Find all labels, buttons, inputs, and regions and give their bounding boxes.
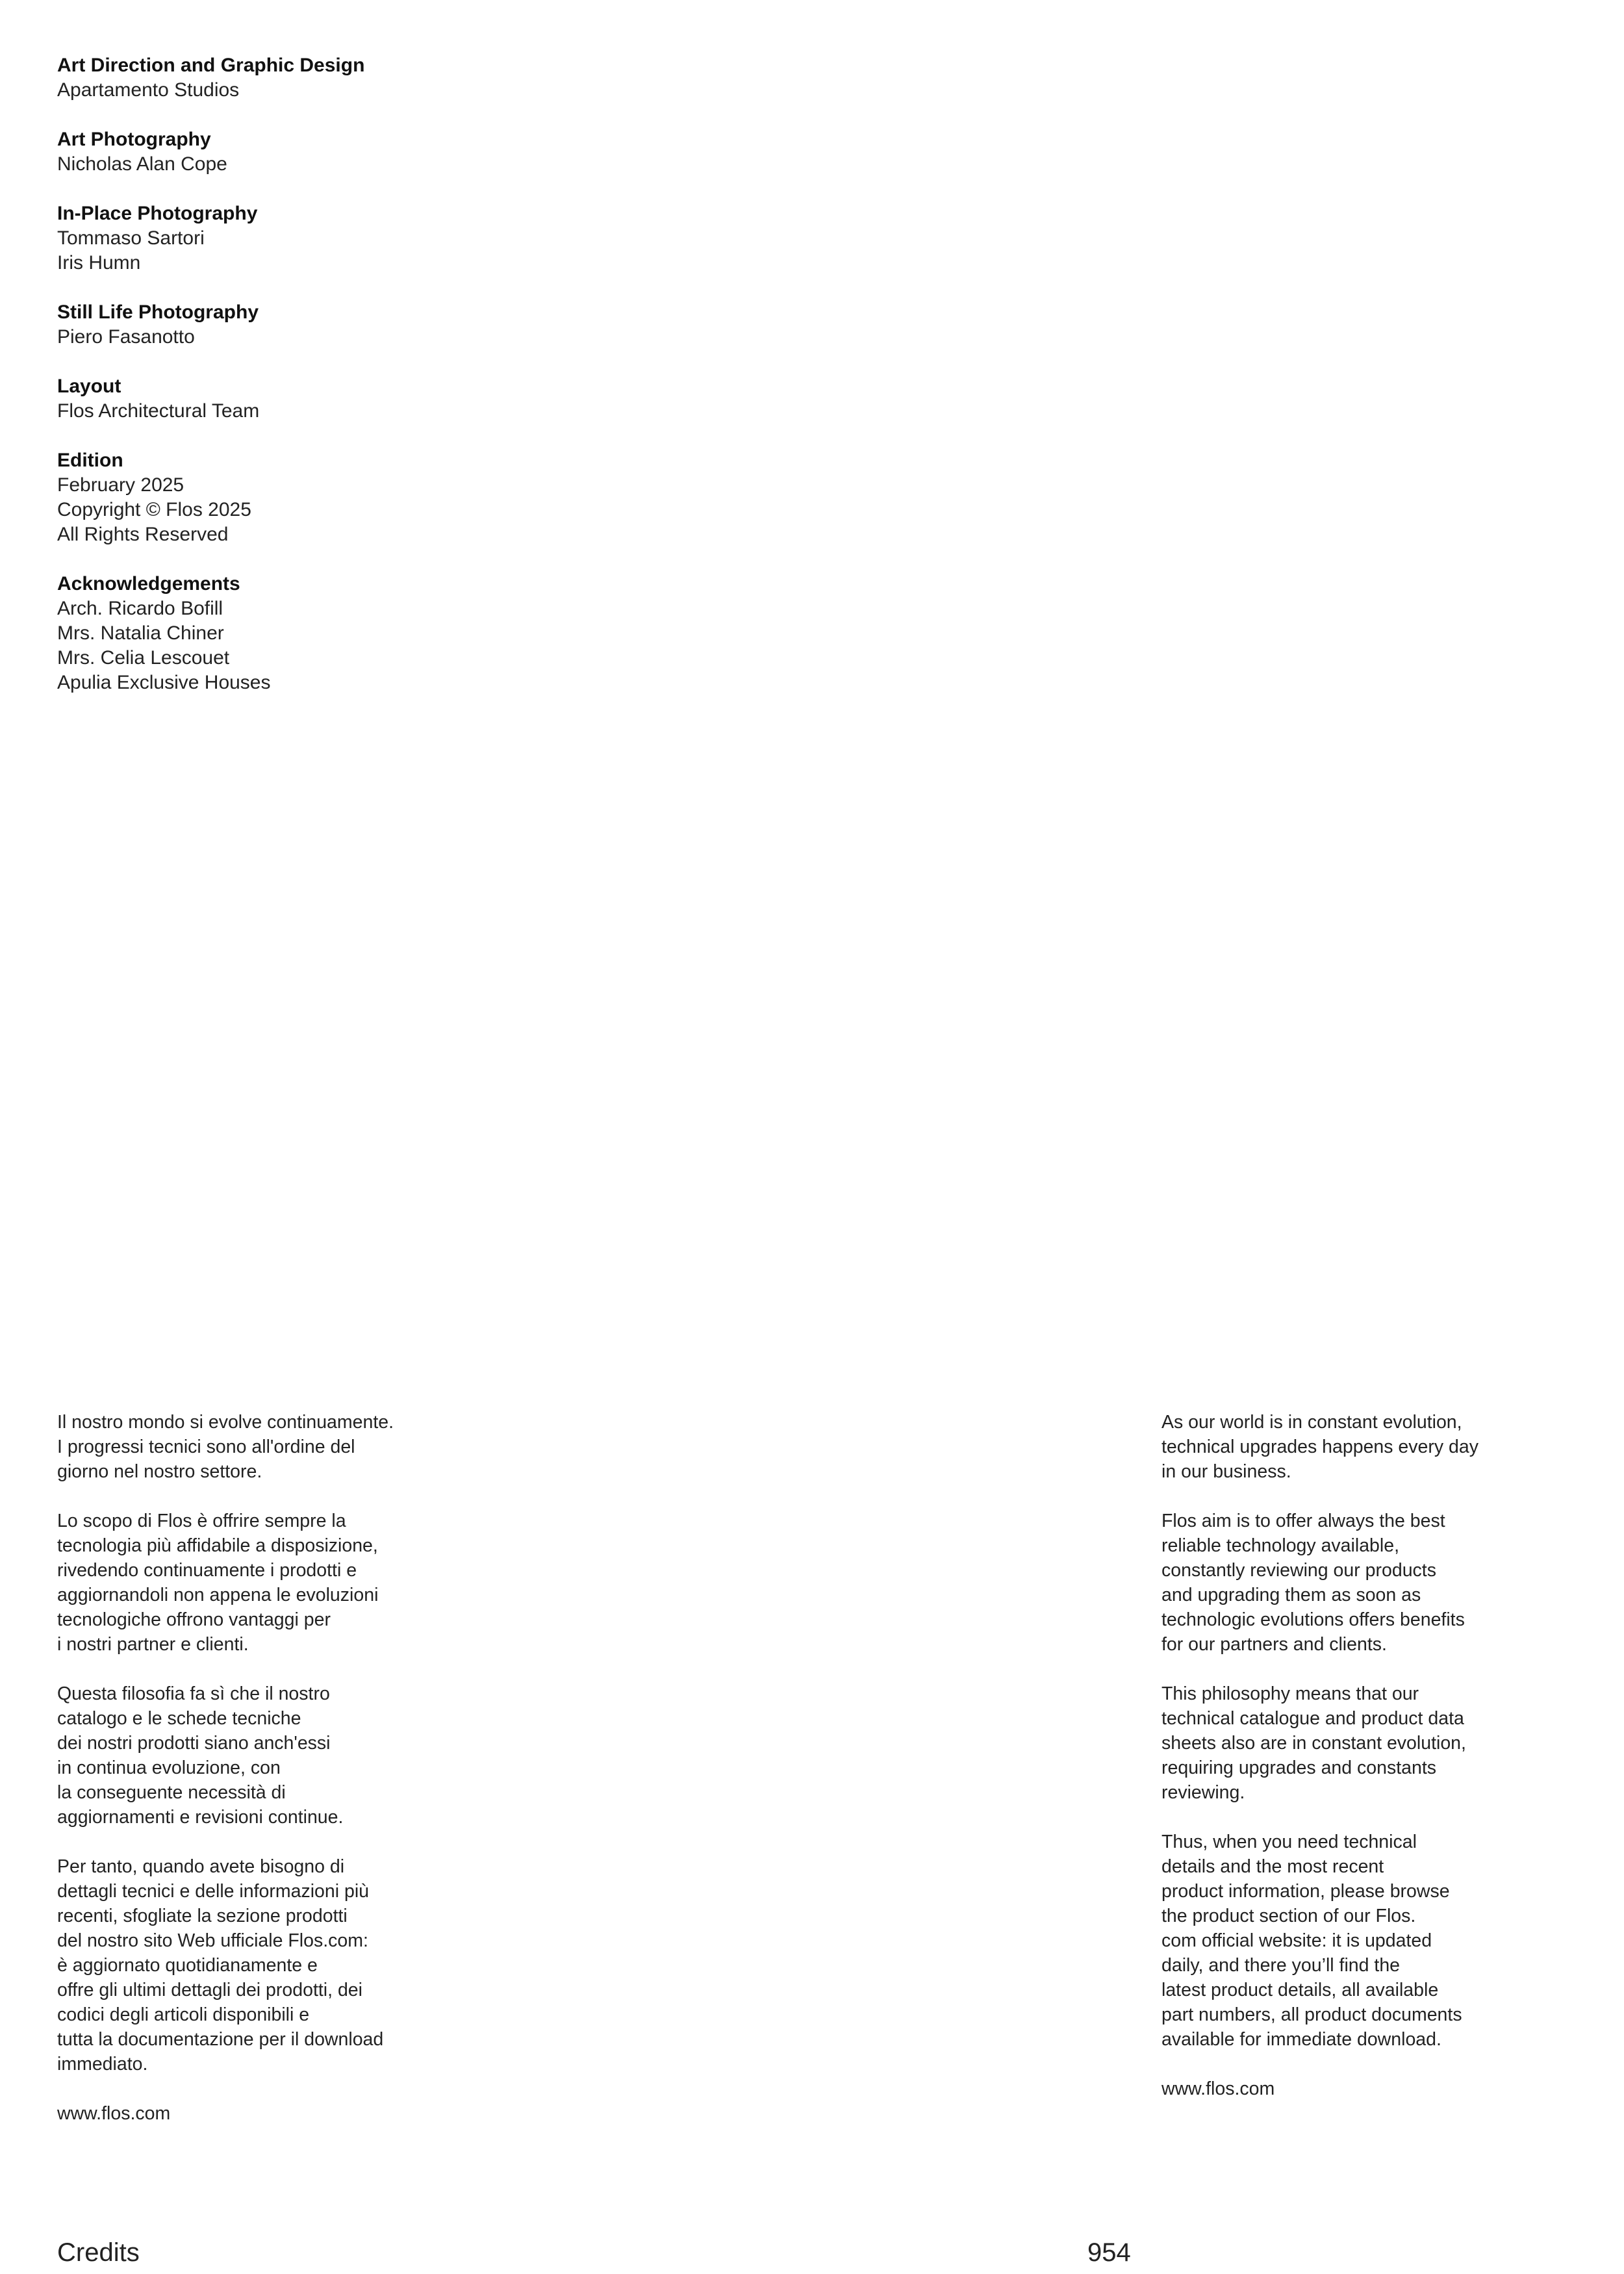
- text-line: constantly reviewing our products: [1161, 1560, 1436, 1581]
- credit-group-still-life-photography: [57, 300, 642, 350]
- text-line: com official website: it is updated: [1161, 1930, 1432, 1951]
- notice-paragraph: [57, 1410, 460, 1484]
- text-line: catalogo e le schede tecniche: [57, 1708, 301, 1729]
- credit-heading: Art Photography: [57, 129, 211, 150]
- notice-paragraph: [1161, 1509, 1564, 1657]
- notice-paragraph: [57, 1854, 460, 2076]
- text-line: immediato.: [57, 2054, 148, 2075]
- text-line: available for immediate download.: [1161, 2029, 1441, 2050]
- credit-heading: Art Direction and Graphic Design: [57, 55, 365, 76]
- text-line: technical upgrades happens every day: [1161, 1437, 1478, 1457]
- credit-group-edition: [57, 448, 642, 547]
- credit-heading: Still Life Photography: [57, 301, 259, 323]
- text-line: Flos aim is to offer always the best: [1161, 1511, 1445, 1531]
- text-line: è aggiornato quotidianamente e: [57, 1955, 318, 1976]
- credit-heading: Layout: [57, 376, 121, 397]
- notice-paragraph: [1161, 1681, 1564, 1805]
- credit-line: Copyright © Flos 2025: [57, 499, 251, 520]
- text-line: Il nostro mondo si evolve continuamente.: [57, 1412, 394, 1433]
- text-line: dettagli tecnici e delle informazioni più: [57, 1881, 370, 1902]
- text-line: reviewing.: [1161, 1782, 1245, 1803]
- text-line: daily, and there you’ll find the: [1161, 1955, 1401, 1976]
- text-line: sheets also are in constant evolution,: [1161, 1733, 1466, 1754]
- text-line: This philosophy means that our: [1161, 1683, 1419, 1704]
- text-line: details and the most recent: [1161, 1856, 1384, 1877]
- notice-paragraph: [57, 2101, 460, 2126]
- credit-line: Mrs. Natalia Chiner: [57, 622, 224, 644]
- text-line: recenti, sfogliate la sezione prodotti: [57, 1906, 348, 1926]
- credit-line: Apartamento Studios: [57, 79, 240, 101]
- credits-list: [57, 53, 642, 720]
- text-line: aggiornamenti e revisioni continue.: [57, 1807, 344, 1828]
- text-line: Per tanto, quando avete bisogno di: [57, 1856, 345, 1877]
- text-line: giorno nel nostro settore.: [57, 1461, 262, 1482]
- notice-paragraph: [1161, 2076, 1564, 2101]
- text-line: in our business.: [1161, 1461, 1291, 1482]
- text-line: reliable technology available,: [1161, 1535, 1399, 1556]
- text-line: latest product details, all available: [1161, 1980, 1439, 2000]
- notice-italian: [57, 1410, 460, 2151]
- text-line: tecnologia più affidabile a disposizione,: [57, 1535, 378, 1556]
- notice-english: [1161, 1410, 1564, 2126]
- text-line: Questa filosofia fa sì che il nostro: [57, 1683, 330, 1704]
- credit-group-acknowledgements: [57, 572, 642, 695]
- notice-paragraph: [1161, 1830, 1564, 2052]
- credit-heading: Acknowledgements: [57, 573, 240, 594]
- notice-paragraph: [57, 1681, 460, 1830]
- credit-group-in-place-photography: [57, 201, 642, 275]
- credit-line: Arch. Ricardo Bofill: [57, 598, 223, 619]
- text-line: I progressi tecnici sono all'ordine del: [57, 1437, 355, 1457]
- text-line: i nostri partner e clienti.: [57, 1634, 249, 1655]
- credit-line: Tommaso Sartori: [57, 227, 205, 249]
- text-line: part numbers, all product documents: [1161, 2004, 1462, 2025]
- credit-line: Piero Fasanotto: [57, 326, 195, 348]
- text-line: tecnologiche offrono vantaggi per: [57, 1609, 331, 1630]
- text-line: requiring upgrades and constants: [1161, 1757, 1437, 1778]
- footer-section-title: Credits: [57, 2238, 140, 2267]
- text-line: technologic evolutions offers benefits: [1161, 1609, 1465, 1630]
- credit-line: Apulia Exclusive Houses: [57, 672, 271, 693]
- credit-line: All Rights Reserved: [57, 524, 229, 545]
- text-line: rivedendo continuamente i prodotti e: [57, 1560, 357, 1581]
- credit-line: Mrs. Celia Lescouet: [57, 647, 230, 669]
- credit-line: Iris Humn: [57, 252, 141, 274]
- text-line: codici degli articoli disponibili e: [57, 2004, 310, 2025]
- credit-heading: Edition: [57, 450, 123, 471]
- credit-line: Nicholas Alan Cope: [57, 153, 227, 175]
- text-line: tutta la documentazione per il download: [57, 2029, 384, 2050]
- text-line: la conseguente necessità di: [57, 1782, 286, 1803]
- credit-group-art-photography: [57, 127, 642, 177]
- text-line: Thus, when you need technical: [1161, 1832, 1417, 1852]
- text-line: product information, please browse: [1161, 1881, 1450, 1902]
- text-line: offre gli ultimi dettagli dei prodotti, dei: [57, 1980, 362, 2000]
- text-line: in continua evoluzione, con: [57, 1757, 281, 1778]
- notice-paragraph: [57, 1509, 460, 1657]
- credit-line: Flos Architectural Team: [57, 400, 260, 422]
- website-link[interactable]: www.flos.com: [1161, 2078, 1275, 2099]
- page-number: 954: [1087, 2238, 1131, 2267]
- credit-group-art-direction: [57, 53, 642, 103]
- credit-group-layout: [57, 374, 642, 424]
- text-line: technical catalogue and product data: [1161, 1708, 1464, 1729]
- website-link[interactable]: www.flos.com: [57, 2103, 171, 2124]
- text-line: for our partners and clients.: [1161, 1634, 1387, 1655]
- text-line: aggiornandoli non appena le evoluzioni: [57, 1585, 379, 1605]
- text-line: and upgrading them as soon as: [1161, 1585, 1421, 1605]
- text-line: dei nostri prodotti siano anch'essi: [57, 1733, 331, 1754]
- text-line: del nostro sito Web ufficiale Flos.com:: [57, 1930, 368, 1951]
- text-line: As our world is in constant evolution,: [1161, 1412, 1462, 1433]
- text-line: Lo scopo di Flos è offrire sempre la: [57, 1511, 346, 1531]
- credit-heading: In-Place Photography: [57, 203, 258, 224]
- credit-line: February 2025: [57, 474, 184, 496]
- text-line: the product section of our Flos.: [1161, 1906, 1416, 1926]
- notice-paragraph: [1161, 1410, 1564, 1484]
